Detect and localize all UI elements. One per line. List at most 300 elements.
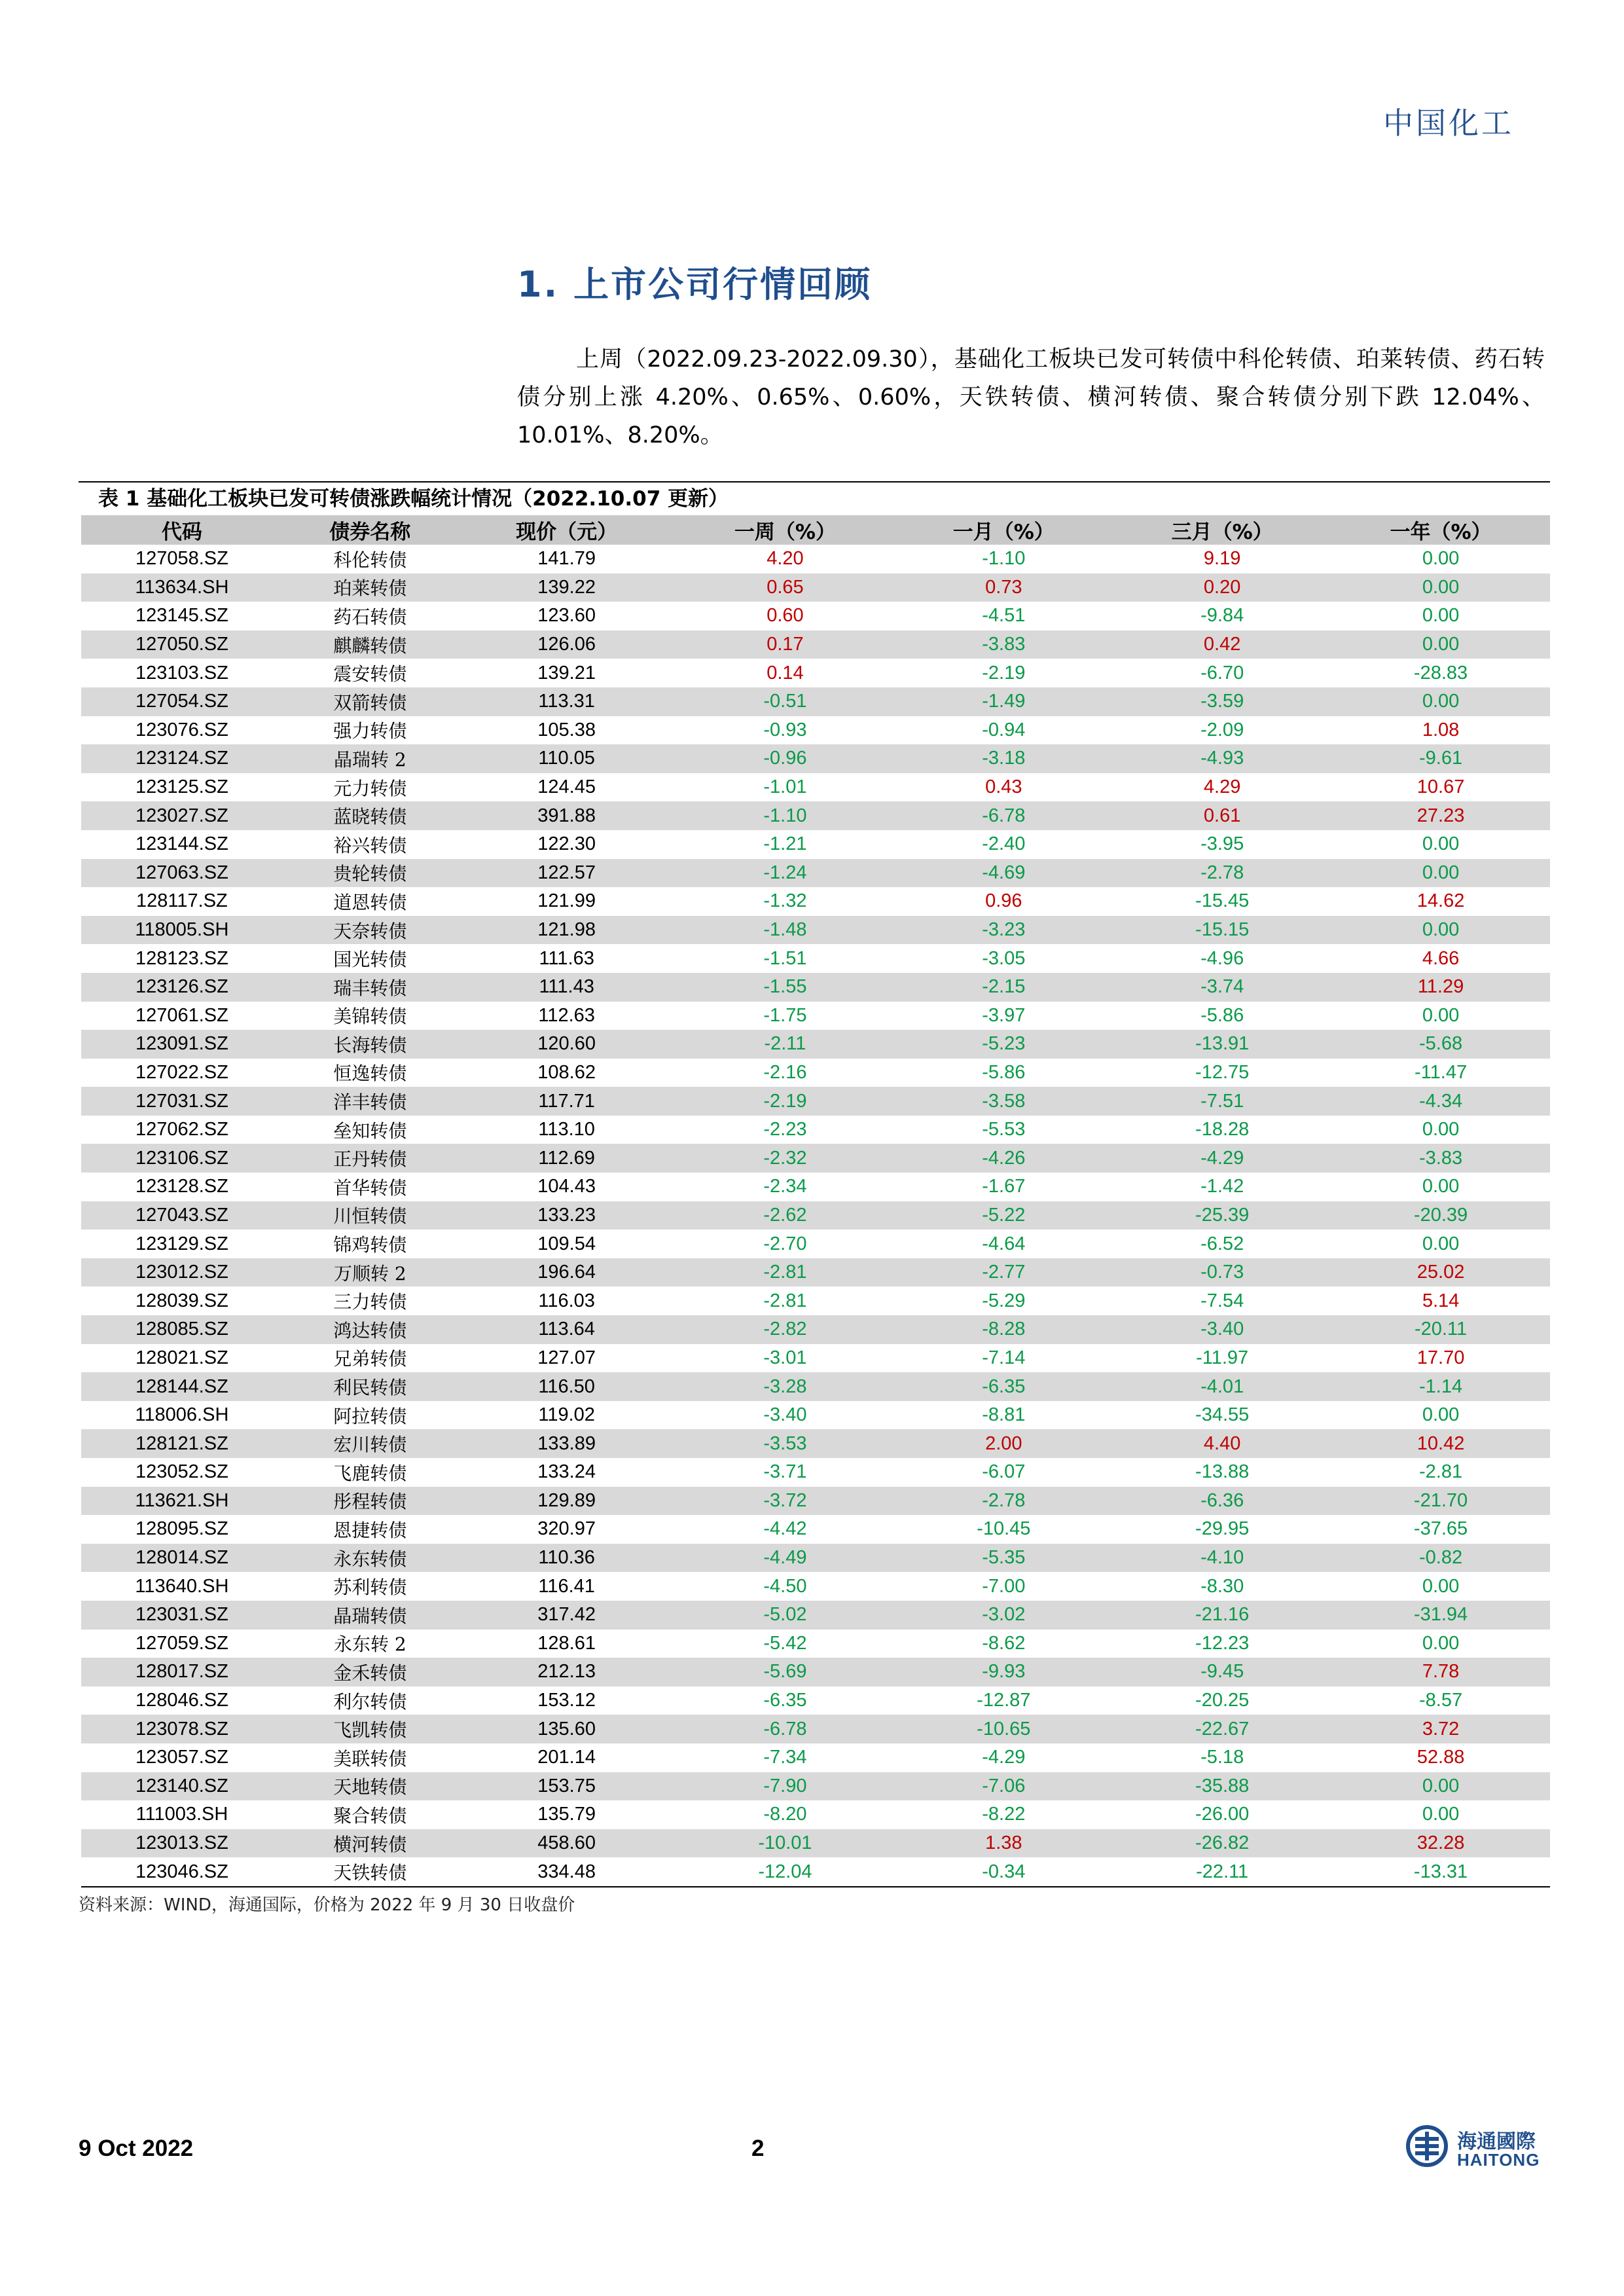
price-cell: 320.97 [537,1518,596,1540]
bond-code-cell: 118005.SH [135,919,229,941]
bond-code-cell: 123128.SZ [135,1176,228,1197]
table-row [81,973,1550,1002]
week-change-cell: -1.01 [763,776,807,798]
year-change-cell: -20.11 [1415,1319,1468,1340]
bond-code-cell: 128085.SZ [135,1319,228,1340]
year-change-cell: 0.00 [1422,1233,1460,1254]
price-cell: 110.36 [538,1547,595,1569]
bond-code-cell: 123013.SZ [135,1832,228,1854]
table-row [81,1544,1550,1573]
month-change-cell: -5.35 [982,1547,1026,1569]
bond-code-cell: 127050.SZ [135,634,228,655]
year-change-cell: -5.68 [1418,1033,1463,1055]
table-row [81,916,1550,945]
table-row [81,1686,1550,1715]
price-cell: 129.89 [537,1489,596,1511]
bond-code-cell: 113640.SH [135,1575,229,1597]
table-row [81,716,1550,745]
quarter-change-cell: -34.55 [1195,1404,1250,1426]
bond-name-cell: 金禾转债 [333,1662,407,1684]
bond-name-cell: 恩捷转债 [333,1519,407,1541]
bond-code-cell: 128144.SZ [135,1376,228,1397]
table-row [81,574,1550,602]
year-change-cell: 0.00 [1422,1004,1460,1026]
table-row [81,1743,1550,1772]
month-change-cell: -12.87 [977,1690,1031,1711]
table-row [81,744,1550,773]
table-row [81,1116,1550,1144]
price-cell: 111.43 [539,976,594,998]
bond-name-cell: 阿拉转债 [333,1405,407,1427]
quarter-change-cell: -5.18 [1200,1747,1244,1768]
bond-name-cell: 震安转债 [333,663,407,685]
bond-name-cell: 正丹转债 [333,1148,407,1171]
bond-name-cell: 川恒转债 [333,1205,407,1228]
year-change-cell: -37.65 [1413,1518,1468,1540]
table-body [81,545,1550,1886]
bond-name-cell: 美锦转债 [333,1006,407,1028]
haitong-logo [1406,2121,1540,2174]
table-row [81,1715,1550,1743]
summary-paragraph [517,340,1545,454]
year-change-cell: 0.00 [1422,919,1460,941]
month-change-cell: -0.94 [982,719,1026,740]
bond-code-cell: 127043.SZ [135,1204,228,1226]
month-change-cell: -1.49 [982,691,1026,712]
column-header: 一月（%） [952,520,1055,544]
price-cell: 141.79 [537,548,596,570]
month-change-cell: -4.69 [982,862,1026,883]
week-change-cell: -2.81 [763,1262,807,1283]
table-row [81,830,1550,859]
price-cell: 109.54 [537,1233,596,1254]
price-cell: 139.21 [537,662,596,683]
bond-code-cell: 123126.SZ [135,976,228,998]
table-row [81,944,1550,973]
month-change-cell: -3.02 [982,1604,1026,1626]
table-row [81,1772,1550,1801]
week-change-cell: -6.78 [763,1718,807,1740]
year-change-cell: -13.31 [1413,1861,1468,1882]
week-change-cell: 0.65 [767,576,804,598]
quarter-change-cell: -18.28 [1195,1119,1250,1140]
price-cell: 317.42 [537,1604,596,1626]
price-cell: 196.64 [537,1262,596,1283]
bond-code-cell: 123076.SZ [135,719,228,740]
bond-name-cell: 彤程转债 [333,1491,407,1513]
year-change-cell: -8.57 [1418,1690,1463,1711]
quarter-change-cell: -4.10 [1200,1547,1244,1569]
week-change-cell: -0.93 [763,719,807,740]
bond-code-cell: 127058.SZ [135,548,228,570]
week-change-cell: -1.51 [763,947,807,969]
week-change-cell: -4.50 [763,1575,807,1597]
quarter-change-cell: -2.09 [1200,719,1244,740]
bond-name-cell: 洋丰转债 [333,1091,407,1114]
bond-code-cell: 127022.SZ [135,1061,228,1083]
week-change-cell: -3.01 [763,1347,807,1368]
table-row [81,1401,1550,1430]
bond-code-cell: 113621.SH [135,1489,229,1511]
table-row [81,1030,1550,1059]
week-change-cell: -3.28 [763,1376,807,1397]
bond-code-cell: 127061.SZ [135,1004,228,1026]
price-cell: 153.12 [537,1690,596,1711]
quarter-change-cell: 0.20 [1203,576,1241,598]
bond-code-cell: 123031.SZ [135,1604,228,1626]
month-change-cell: -4.29 [982,1747,1026,1768]
footer-date: 9 Oct 2022 [79,2136,194,2161]
year-change-cell: 0.00 [1422,833,1460,855]
year-change-cell: 17.70 [1416,1347,1465,1368]
month-change-cell: -6.78 [982,805,1026,826]
column-header: 一周（%） [734,520,836,544]
table-row [81,1344,1550,1373]
week-change-cell: 0.17 [767,634,804,655]
month-change-cell: -8.62 [982,1632,1026,1654]
price-cell: 112.63 [538,1004,595,1026]
year-change-cell: 0.00 [1422,1575,1460,1597]
price-cell: 133.24 [537,1461,596,1483]
quarter-change-cell: -25.39 [1195,1204,1250,1226]
table-row [81,1429,1550,1458]
bond-name-cell: 永东转债 [333,1548,407,1570]
week-change-cell: -2.16 [763,1061,807,1083]
column-header: 债券名称 [329,520,411,544]
year-change-cell: 5.14 [1422,1290,1460,1311]
quarter-change-cell: -9.45 [1200,1661,1244,1683]
price-cell: 121.98 [537,919,596,941]
quarter-change-cell: -4.96 [1200,947,1244,969]
week-change-cell: -1.32 [763,890,807,912]
week-change-cell: 0.14 [767,662,804,683]
section-heading: 上市公司行情回顾 [573,264,873,305]
month-change-cell: -1.67 [982,1176,1026,1197]
bond-code-cell: 127059.SZ [135,1632,228,1654]
bond-name-cell: 锦鸡转债 [333,1234,407,1256]
table-row [81,1087,1550,1116]
bond-name-cell: 永东转 2 [333,1633,406,1656]
price-cell: 127.07 [537,1347,596,1368]
table-row [81,545,1550,574]
price-cell: 391.88 [537,805,596,826]
bond-code-cell: 123046.SZ [135,1861,228,1882]
table-row [81,1230,1550,1258]
year-change-cell: 14.62 [1416,890,1465,912]
month-change-cell: -4.64 [982,1233,1026,1254]
year-change-cell: 0.00 [1422,1775,1460,1796]
week-change-cell: -2.81 [763,1290,807,1311]
price-cell: 123.60 [537,605,596,627]
week-change-cell: -7.34 [763,1747,807,1768]
quarter-change-cell: -7.51 [1200,1090,1244,1112]
bond-code-cell: 128021.SZ [135,1347,228,1368]
column-header: 一年（%） [1390,520,1492,544]
week-change-cell: -0.51 [763,691,807,712]
month-change-cell: -10.45 [977,1518,1031,1540]
quarter-change-cell: -8.30 [1200,1575,1244,1597]
month-change-cell: -4.26 [982,1147,1026,1169]
bond-code-cell: 123078.SZ [135,1718,228,1740]
year-change-cell: 0.00 [1422,691,1460,712]
month-change-cell: -5.29 [982,1290,1026,1311]
year-change-cell: 10.42 [1416,1432,1465,1454]
quarter-change-cell: -4.01 [1200,1376,1244,1397]
month-change-cell: -5.23 [982,1033,1026,1055]
year-change-cell: 0.00 [1422,1404,1460,1426]
price-cell: 133.89 [537,1432,596,1454]
price-cell: 113.31 [538,691,595,712]
bond-code-cell: 128117.SZ [136,890,228,912]
price-cell: 104.43 [537,1176,596,1197]
bond-name-cell: 晶瑞转 2 [333,748,406,771]
bond-name-cell: 蓝晓转债 [333,806,407,828]
year-change-cell: -21.70 [1413,1489,1468,1511]
week-change-cell: -4.49 [763,1547,807,1569]
bond-code-cell: 123125.SZ [135,776,228,798]
quarter-change-cell: -15.15 [1195,919,1250,941]
summary-text: 上周（2022.09.23-2022.09.30），基础化工板块已发可转债中科伦转债、珀莱转债、药石转债分别上涨 4.20%、0.65%、0.60%，天铁转债、横河转债、聚合转债分别下跌 12.04%、10.01%、8.20%。 [517,346,1545,448]
quarter-change-cell: -13.88 [1195,1461,1250,1483]
bond-name-cell: 万顺转 2 [333,1262,406,1285]
month-change-cell: -6.07 [982,1461,1026,1483]
price-cell: 458.60 [537,1832,596,1854]
column-header: 代码 [161,520,202,544]
bond-name-cell: 利尔转债 [333,1690,407,1713]
column-header: 现价（元） [516,520,618,544]
bond-code-cell: 123091.SZ [135,1033,228,1055]
month-change-cell: -6.35 [982,1376,1026,1397]
month-change-cell: -7.06 [982,1775,1026,1796]
table-row [81,1487,1550,1516]
year-change-cell: 4.66 [1422,947,1460,969]
bond-name-cell: 道恩转债 [333,891,407,913]
quarter-change-cell: -21.16 [1195,1604,1250,1626]
bond-table-container [79,481,1550,1916]
table-row [81,630,1550,659]
bond-code-cell: 127031.SZ [135,1090,228,1112]
week-change-cell: -4.42 [763,1518,807,1540]
table-row [81,1630,1550,1658]
week-change-cell: -2.82 [763,1319,807,1340]
quarter-change-cell: -0.73 [1200,1262,1244,1283]
table-row [81,1572,1550,1601]
month-change-cell: 1.38 [985,1832,1022,1854]
month-change-cell: -2.77 [982,1262,1026,1283]
bond-code-cell: 123106.SZ [135,1147,228,1169]
column-header: 三月（%） [1171,520,1273,544]
quarter-change-cell: -4.93 [1200,748,1244,769]
price-cell: 139.22 [537,576,596,598]
bond-code-cell: 111003.SH [135,1804,228,1825]
table-header-row [81,515,1550,545]
quarter-change-cell: -3.95 [1200,833,1244,855]
price-cell: 122.57 [537,862,596,883]
haitong-logo-icon [1406,2125,1448,2167]
week-change-cell: -5.69 [763,1661,807,1683]
bond-name-cell: 苏利转债 [333,1576,407,1599]
quarter-change-cell: -3.59 [1200,691,1244,712]
price-cell: 112.69 [538,1147,595,1169]
table-row [81,1059,1550,1087]
week-change-cell: -3.53 [763,1432,807,1454]
bond-code-cell: 128123.SZ [135,947,228,969]
bond-name-cell: 天奈转债 [333,920,407,942]
table-row [81,687,1550,716]
quarter-change-cell: -12.75 [1195,1061,1250,1083]
week-change-cell: -2.62 [763,1204,807,1226]
month-change-cell: -8.81 [982,1404,1026,1426]
price-cell: 116.50 [538,1376,595,1397]
price-cell: 124.45 [537,776,596,798]
year-change-cell: -4.34 [1418,1090,1463,1112]
price-cell: 128.61 [537,1632,596,1654]
month-change-cell: -4.51 [982,605,1026,627]
year-change-cell: -20.39 [1413,1204,1468,1226]
table-row [81,1515,1550,1544]
bond-code-cell: 113634.SH [135,576,229,598]
quarter-change-cell: -3.74 [1200,976,1244,998]
year-change-cell: -28.83 [1413,662,1468,683]
month-change-cell: -3.97 [982,1004,1026,1026]
month-change-cell: -0.34 [982,1861,1026,1882]
year-change-cell: 11.29 [1417,976,1464,998]
table-row [81,1458,1550,1487]
bond-name-cell: 天铁转债 [333,1862,407,1884]
price-cell: 116.41 [538,1575,595,1597]
week-change-cell: -10.01 [758,1832,812,1854]
table-row [81,887,1550,916]
bond-name-cell: 长海转债 [333,1034,407,1056]
week-change-cell: -2.70 [763,1233,807,1254]
bond-name-cell: 鸿达转债 [333,1319,407,1341]
week-change-cell: -1.48 [763,919,807,941]
bond-code-cell: 127054.SZ [135,691,228,712]
year-change-cell: -0.82 [1418,1547,1463,1569]
table-row [81,1829,1550,1858]
table-source-note: 资料来源：WIND，海通国际，价格为 2022 年 9 月 30 日收盘价 [79,1895,575,1915]
table-row [81,859,1550,888]
bond-code-cell: 123144.SZ [135,833,228,855]
quarter-change-cell: -4.29 [1200,1147,1244,1169]
table-row [81,1800,1550,1829]
price-cell: 126.06 [537,634,596,655]
year-change-cell: 0.00 [1422,1632,1460,1654]
month-change-cell: -9.93 [982,1661,1026,1683]
table-caption: 表 1 基础化工板块已发可转债涨跌幅统计情况（2022.10.07 更新） [79,481,1550,515]
week-change-cell: -2.32 [763,1147,807,1169]
week-change-cell: -8.20 [763,1804,807,1825]
week-change-cell: -2.19 [763,1090,807,1112]
bond-code-cell: 127062.SZ [135,1119,228,1140]
quarter-change-cell: -22.67 [1195,1718,1250,1740]
quarter-change-cell: -13.91 [1195,1033,1250,1055]
bond-code-cell: 118006.SH [135,1404,229,1426]
month-change-cell: -3.05 [982,947,1026,969]
year-change-cell: -11.47 [1415,1061,1468,1083]
year-change-cell: -1.14 [1418,1376,1463,1397]
bond-code-cell: 123057.SZ [135,1747,228,1768]
quarter-change-cell: -6.70 [1200,662,1244,683]
price-cell: 135.79 [537,1804,596,1825]
table-row [81,1601,1550,1630]
quarter-change-cell: -22.11 [1196,1861,1249,1882]
quarter-change-cell: -35.88 [1195,1775,1250,1796]
year-change-cell: 10.67 [1416,776,1465,798]
bond-name-cell: 瑞丰转债 [333,977,407,999]
quarter-change-cell: 9.19 [1203,548,1241,570]
month-change-cell: 2.00 [985,1432,1022,1454]
bond-name-cell: 双箭转债 [333,691,407,714]
table-row [81,1857,1550,1886]
price-cell: 113.10 [538,1119,595,1140]
bond-name-cell: 国光转债 [333,949,407,971]
year-change-cell: 0.00 [1422,1119,1460,1140]
table-row [81,659,1550,687]
bond-code-cell: 123145.SZ [135,605,228,627]
month-change-cell: -2.15 [982,976,1026,998]
month-change-cell: -3.58 [982,1090,1026,1112]
year-change-cell: 3.72 [1422,1718,1460,1740]
week-change-cell: -2.11 [764,1033,806,1055]
quarter-change-cell: -15.45 [1195,890,1250,912]
price-cell: 119.02 [538,1404,595,1426]
bond-code-cell: 123129.SZ [135,1233,228,1254]
bond-code-cell: 127063.SZ [135,862,228,883]
month-change-cell: -2.19 [982,662,1026,683]
year-change-cell: 27.23 [1416,805,1465,826]
price-cell: 117.71 [538,1090,595,1112]
bond-name-cell: 利民转债 [333,1377,407,1399]
year-change-cell: 1.08 [1422,719,1460,740]
bond-code-cell: 123103.SZ [135,662,228,683]
month-change-cell: -5.86 [982,1061,1026,1083]
bond-name-cell: 飞鹿转债 [333,1462,407,1484]
quarter-change-cell: -2.78 [1200,862,1244,883]
week-change-cell: -12.04 [758,1861,812,1882]
price-cell: 105.38 [537,719,596,740]
price-cell: 201.14 [537,1747,596,1768]
bond-name-cell: 晶瑞转债 [333,1605,407,1627]
bond-name-cell: 兄弟转债 [333,1348,407,1370]
bond-code-cell: 128039.SZ [135,1290,228,1311]
year-change-cell: 0.00 [1422,1176,1460,1197]
table-row [81,1173,1550,1201]
quarter-change-cell: -9.84 [1200,605,1244,627]
week-change-cell: -2.34 [763,1176,807,1197]
bond-name-cell: 麒麟转债 [333,634,407,657]
price-cell: 120.60 [537,1033,596,1055]
bond-name-cell: 贵轮转债 [333,863,407,885]
quarter-change-cell: -11.97 [1196,1347,1249,1368]
month-change-cell: -5.53 [982,1119,1026,1140]
bond-name-cell: 垒知转债 [333,1120,407,1142]
week-change-cell: -1.10 [763,805,807,826]
month-change-cell: 0.96 [985,890,1022,912]
price-cell: 116.03 [538,1290,595,1311]
week-change-cell: 0.60 [767,605,804,627]
quarter-change-cell: -6.52 [1200,1233,1244,1254]
quarter-change-cell: -29.95 [1195,1518,1250,1540]
table-row [81,1258,1550,1287]
section-number: 1. [517,264,560,305]
page-number: 2 [751,2136,765,2161]
year-change-cell: 0.00 [1422,1804,1460,1825]
bond-name-cell: 元力转债 [333,777,407,799]
week-change-cell: -5.42 [763,1632,807,1654]
table-row [81,801,1550,830]
month-change-cell: -3.18 [982,748,1026,769]
